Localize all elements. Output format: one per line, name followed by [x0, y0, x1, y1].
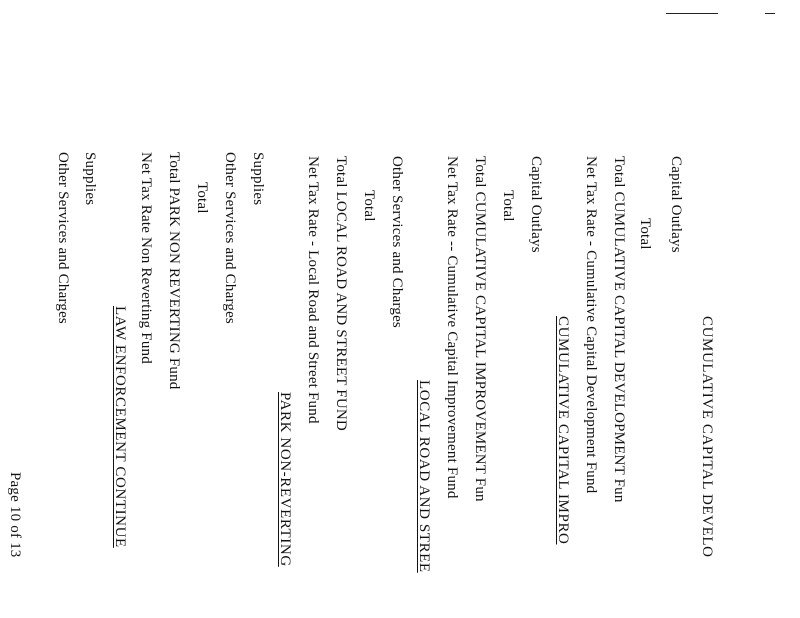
line-item: Capital Outlays — [668, 156, 684, 253]
line-item: Other Services and Charges — [389, 156, 405, 328]
section-heading: PARK NON-REVERTING — [277, 392, 293, 567]
line-item: Supplies — [82, 152, 98, 206]
line-item: Total — [637, 218, 653, 250]
line-item: Other Services and Charges — [222, 152, 238, 324]
line-item: Total CUMULATIVE CAPITAL DEVELOPMENT Fun — [611, 156, 627, 503]
line-item: Total PARK NON REVERTING Fund — [166, 152, 182, 390]
line-item: Total — [500, 190, 516, 222]
scan-speck — [666, 13, 718, 14]
line-item: Net Tax Rate - Cumulative Capital Development Fund — [583, 156, 599, 494]
line-item: Other Services and Charges — [55, 152, 71, 324]
line-item: Net Tax Rate Non Reverting Fund — [138, 152, 154, 364]
line-item: Total — [361, 190, 377, 222]
section-heading: LOCAL ROAD AND STREE — [416, 380, 432, 573]
scan-speck — [765, 13, 775, 14]
line-item: Supplies — [250, 152, 266, 206]
line-item: Total CUMULATIVE CAPITAL IMPROVEMENT Fun — [472, 156, 488, 502]
section-heading: CUMULATIVE CAPITAL DEVELO — [699, 316, 715, 558]
section-heading: LAW ENFORCEMENT CONTINUE — [112, 306, 128, 548]
section-heading: CUMULATIVE CAPITAL IMPRO — [555, 316, 571, 545]
page-number: Page 10 of 13 — [7, 472, 23, 558]
line-item: Net Tax Rate - Local Road and Street Fund — [305, 156, 321, 424]
line-item: Net Tax Rate -- Cumulative Capital Improvement Fund — [444, 156, 460, 499]
line-item: Capital Outlays — [528, 156, 544, 253]
line-item: Total — [194, 182, 210, 214]
line-item: Total LOCAL ROAD AND STREET FUND — [333, 156, 349, 431]
